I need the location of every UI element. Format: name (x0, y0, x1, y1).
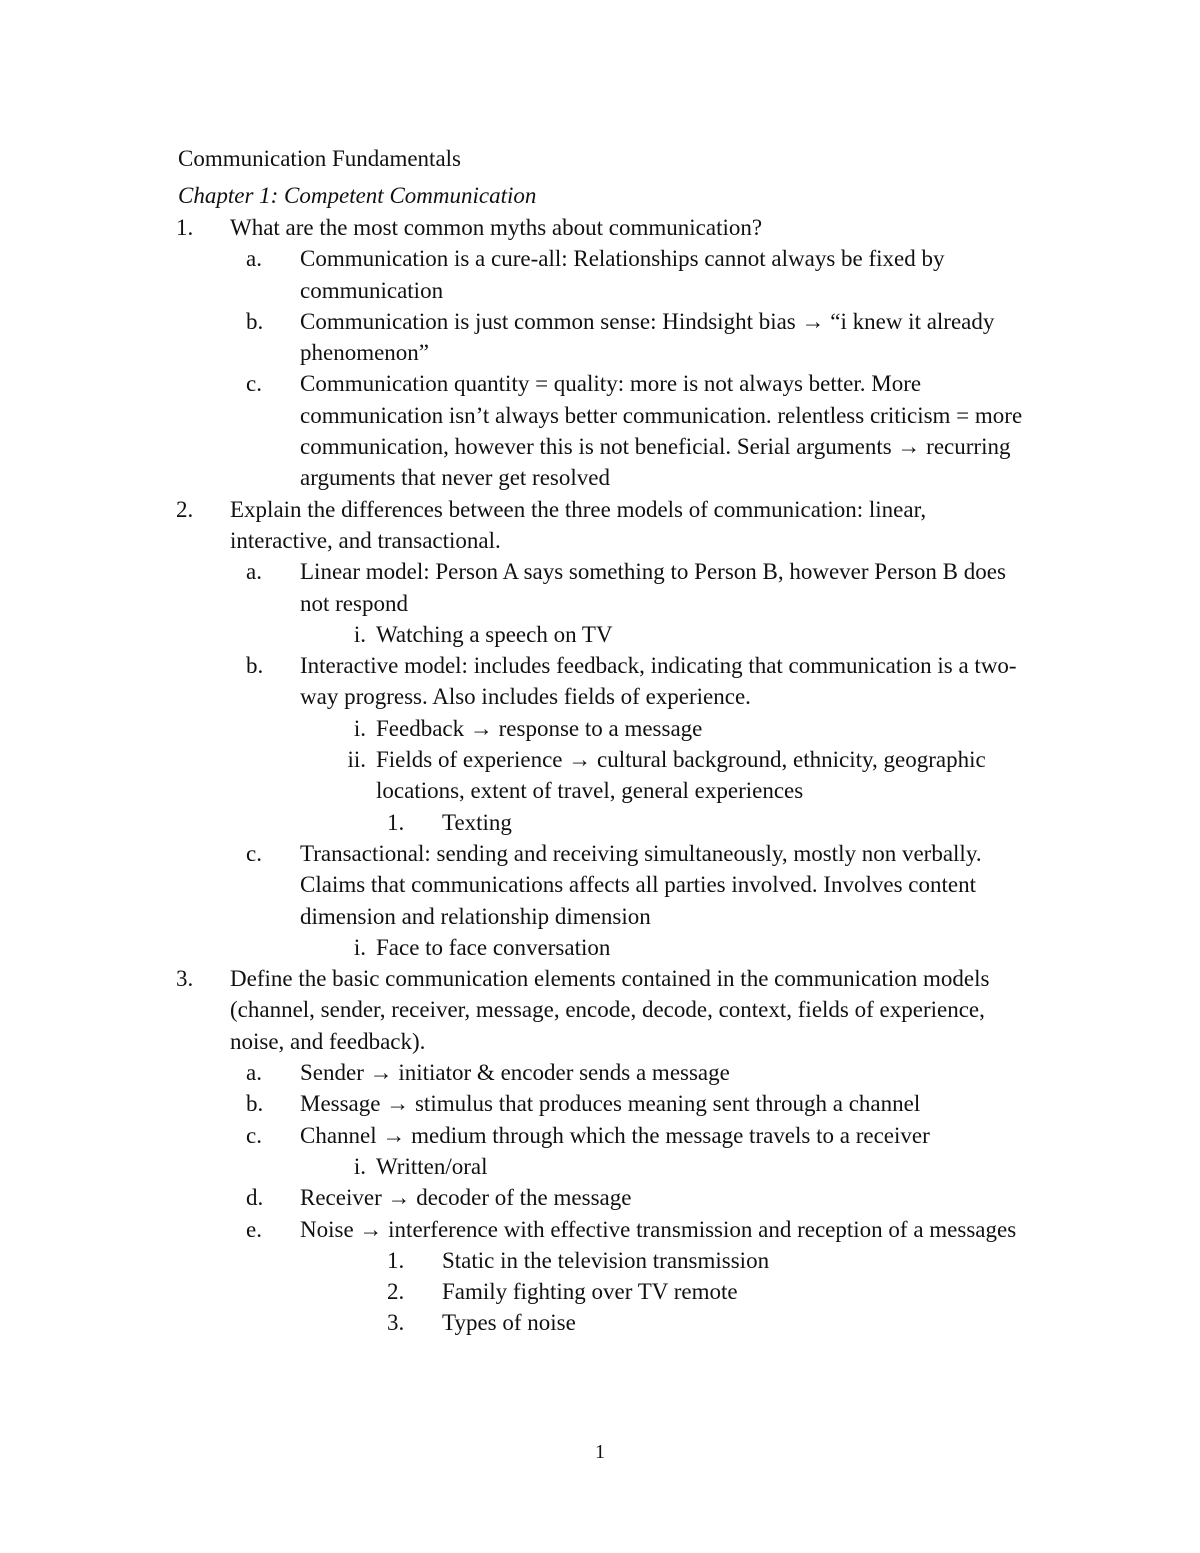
item-marker: 3. (176, 966, 194, 992)
outline-item (0, 1182, 1200, 1213)
item-marker: i. (353, 1153, 366, 1179)
item-text: Noise → interference with effective transmission and reception of a messages (300, 1216, 1017, 1242)
item-text: Texting (442, 809, 512, 835)
item-marker: d. (246, 1185, 264, 1211)
outline-item (0, 306, 1200, 369)
outline-item (0, 368, 1200, 493)
item-marker: c. (246, 371, 262, 397)
outline-item (0, 1088, 1200, 1119)
outline-item (0, 1276, 1200, 1307)
item-marker: 2. (387, 1279, 405, 1305)
outline-item (0, 212, 1200, 243)
outline-item (0, 243, 1200, 306)
outline-item (0, 1151, 1200, 1182)
outline-item (0, 1120, 1200, 1151)
item-text: Family fighting over TV remote (442, 1279, 738, 1305)
item-text: Written/oral (376, 1153, 488, 1179)
item-marker: 3. (387, 1310, 405, 1336)
item-marker: a. (246, 1060, 262, 1086)
item-marker: c. (246, 1122, 262, 1148)
outline-item (0, 650, 1200, 713)
item-marker: 1. (176, 215, 194, 240)
outline-item (0, 807, 1200, 838)
outline-item (0, 1245, 1200, 1276)
item-text: Types of noise (442, 1310, 576, 1336)
outline-item (0, 713, 1200, 744)
item-text: What are the most common myths about communication? (230, 215, 763, 240)
item-marker: 2. (176, 496, 194, 522)
outline-list (0, 212, 1200, 1339)
item-text: Sender → initiator & encoder sends a message (300, 1060, 730, 1086)
item-text: Watching a speech on TV (376, 621, 613, 647)
outline-item (0, 932, 1200, 963)
outline-item (0, 494, 1200, 557)
outline-item (0, 1057, 1200, 1088)
item-text: Interactive model: includes feedback, indicating that communication is a two-way progress. Also includes fields of experience. (300, 653, 1017, 710)
chapter-subtitle: Chapter 1: Competent Communication (178, 183, 537, 208)
item-text: Communication is just common sense: Hindsight bias → “i knew it already phenomenon” (300, 308, 995, 366)
item-marker: e. (246, 1216, 262, 1242)
outline-item (0, 619, 1200, 650)
item-marker: i. (353, 934, 366, 960)
item-text: Message → stimulus that produces meaning sent through a channel (300, 1091, 921, 1117)
outline-item (0, 556, 1200, 619)
item-marker: b. (246, 653, 264, 679)
item-text: Communication is a cure-all: Relationships cannot always be fixed by communication (300, 246, 945, 303)
outline-item (0, 744, 1200, 807)
item-text: Linear model: Person A says something to Person B, however Person B does not respond (300, 559, 1006, 616)
item-text: Communication quantity = quality: more is not always better. More communication isn’t always better communication. relentless criticism = more communication, however this is not beneficial. Serial arguments → recurring arguments that never get resolved (300, 371, 1023, 491)
item-marker: i. (353, 621, 366, 647)
item-marker: b. (246, 1091, 264, 1117)
item-text: Receiver → decoder of the message (300, 1185, 632, 1211)
item-text: Feedback → response to a message (376, 715, 703, 741)
item-marker: i. (353, 715, 366, 741)
item-marker: ii. (347, 747, 366, 773)
page-number: 1 (595, 1441, 605, 1463)
outline-item (0, 838, 1200, 932)
item-text: Transactional: sending and receiving simultaneously, mostly non verbally. Claims that communications affects all parties involved. Involves content dimension and relationship dimension (300, 840, 982, 929)
item-text: Static in the television transmission (442, 1247, 770, 1273)
outline-item (0, 1307, 1200, 1338)
item-text: Face to face conversation (376, 934, 611, 960)
item-text: Channel → medium through which the message travels to a receiver (300, 1122, 930, 1148)
item-marker: a. (246, 246, 262, 272)
outline-item (0, 963, 1200, 1057)
item-marker: b. (246, 308, 264, 334)
item-marker: 1. (387, 1247, 405, 1273)
item-marker: c. (246, 840, 262, 866)
document-title: Communication Fundamentals (178, 146, 461, 171)
item-text: Fields of experience → cultural background, ethnicity, geographic locations, extent of travel, general experiences (376, 747, 986, 804)
item-marker: a. (246, 559, 262, 585)
item-marker: 1. (387, 809, 405, 835)
item-text: Explain the differences between the three models of communication: linear, interactive, and transactional. (230, 496, 927, 553)
outline-item (0, 1214, 1200, 1245)
item-text: Define the basic communication elements contained in the communication models (channel, sender, receiver, message, encode, decode, context, fields of experience, noise, and feedback). (230, 966, 990, 1054)
